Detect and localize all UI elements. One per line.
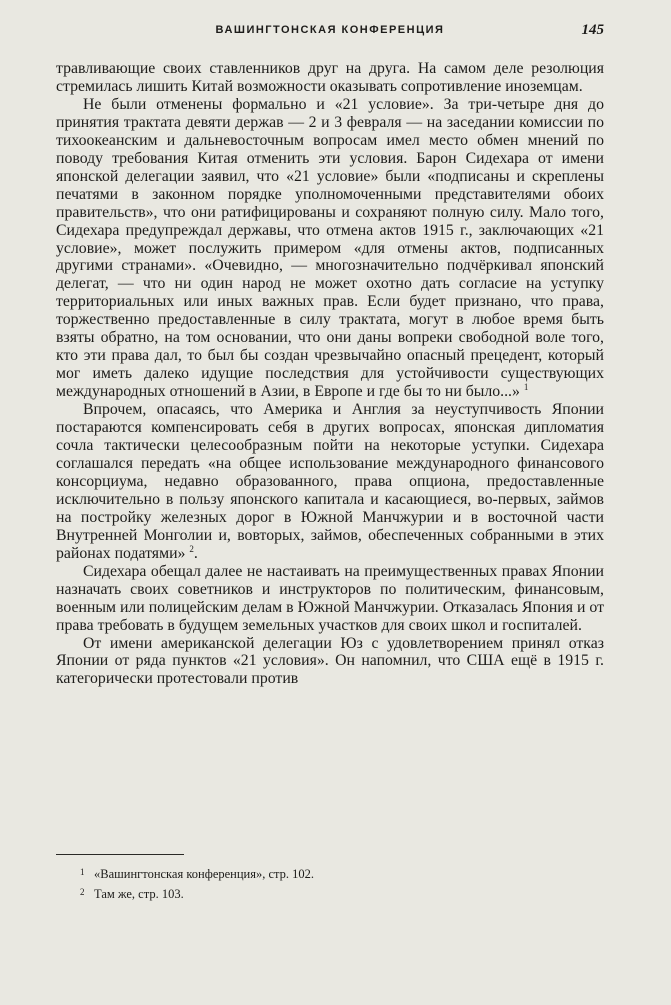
footnote-mark: 2 [80, 887, 85, 897]
paragraph-1: травливающие своих ставленников друг на друга. На самом деле резолюция стремилась лишить Китай возможности оказывать сопротивление иноземцам. [56, 60, 604, 95]
page-number: 145 [581, 22, 604, 38]
footnotes [80, 864, 600, 904]
paragraph-5: От имени американской делегации Юз с удовлетворением принял отказ Японии от ряда пунктов «21 условия». Он напомнил, что США ещё в 1915 г. категорически протестовали против [56, 634, 604, 688]
running-title: ВАШИНГТОНСКАЯ КОНФЕРЕНЦИЯ [215, 24, 445, 36]
page-header [56, 22, 604, 40]
footnote-ref-2: 2 [189, 543, 194, 554]
paragraph-2: Не были отменены формально и «21 условие». За три-четыре дня до принятия трактата девяти держав — 2 и 3 февраля — на заседании комиссии по тихоокеанским и дальневосточным вопросам имел место обмен мнений по поводу требования Китая отменить эти условия. Барон Сидехара от имени японской делегации заявил, что «21 условие» были «подписаны и скреплены печатями в законном порядке уполномоченными представителями обоих правительств», что они ратифицированы и сохраняют полную силу. Мало того, Сидехара предупреждал державы, что отмена актов 1915 г., заключающих «21 условие», может послужить примером «для отмены актов, подписанных другими странами». «Очевидно, — многозначительно подчёркивал японский делегат, — что ни один народ не может охотно дать согласие на уступку территориальных или иных важных прав. Если будет признано, что права, торжественно предоставленные в силу трактата, могут в любое время быть взяты обратно, на том основании, что они даны вопреки свободной воле того, кто эти права дал, то был бы создан чрезвычайно опасный прецедент, который мог иметь далеко идущие последствия для устойчивости существующих международных отношений в Азии, в Европе и где бы то ни было...» $^1$ [56, 95, 604, 401]
paragraph-4: Сидехара обещал далее не настаивать на преимущественных правах Японии назначать своих советников и инструкторов по политическим, финансовым, военным или полицейским делам в Южной Манчжурии. Отказалась Япония и от права требовать в будущем земельных участков для своих школ и госпиталей. [56, 562, 604, 634]
main-text [56, 60, 604, 688]
footnote-ref-1: 1 [523, 382, 529, 393]
footnote-text: Там же, стр. 103. [94, 887, 184, 901]
footnote-text: «Вашингтонская конференция», стр. 102. [94, 867, 315, 881]
footnote-1 [80, 864, 600, 882]
footnote-2 [80, 884, 600, 902]
footnote-mark: 1 [80, 867, 85, 877]
paragraph-3: Впрочем, опасаясь, что Америка и Англия за неуступчивость Японии постараются компенсировать себя в других вопросах, японская дипломатия сочла тактически целесообразным пойти на некоторые уступки. Сидехара соглашался передать «на общее использование международного финансового консорциума, недавно образованного, права опциона, предоставленные исключительно в пользу японского капитала и касающиеся, во-первых, займов на постройку железных дорог в Южной Манчжурии и в восточной части Внутренней Монголии и, вовторых, займов, обеспеченных собранными в этих районах податями» $^2$. [56, 401, 604, 562]
footnote-divider [56, 854, 184, 855]
